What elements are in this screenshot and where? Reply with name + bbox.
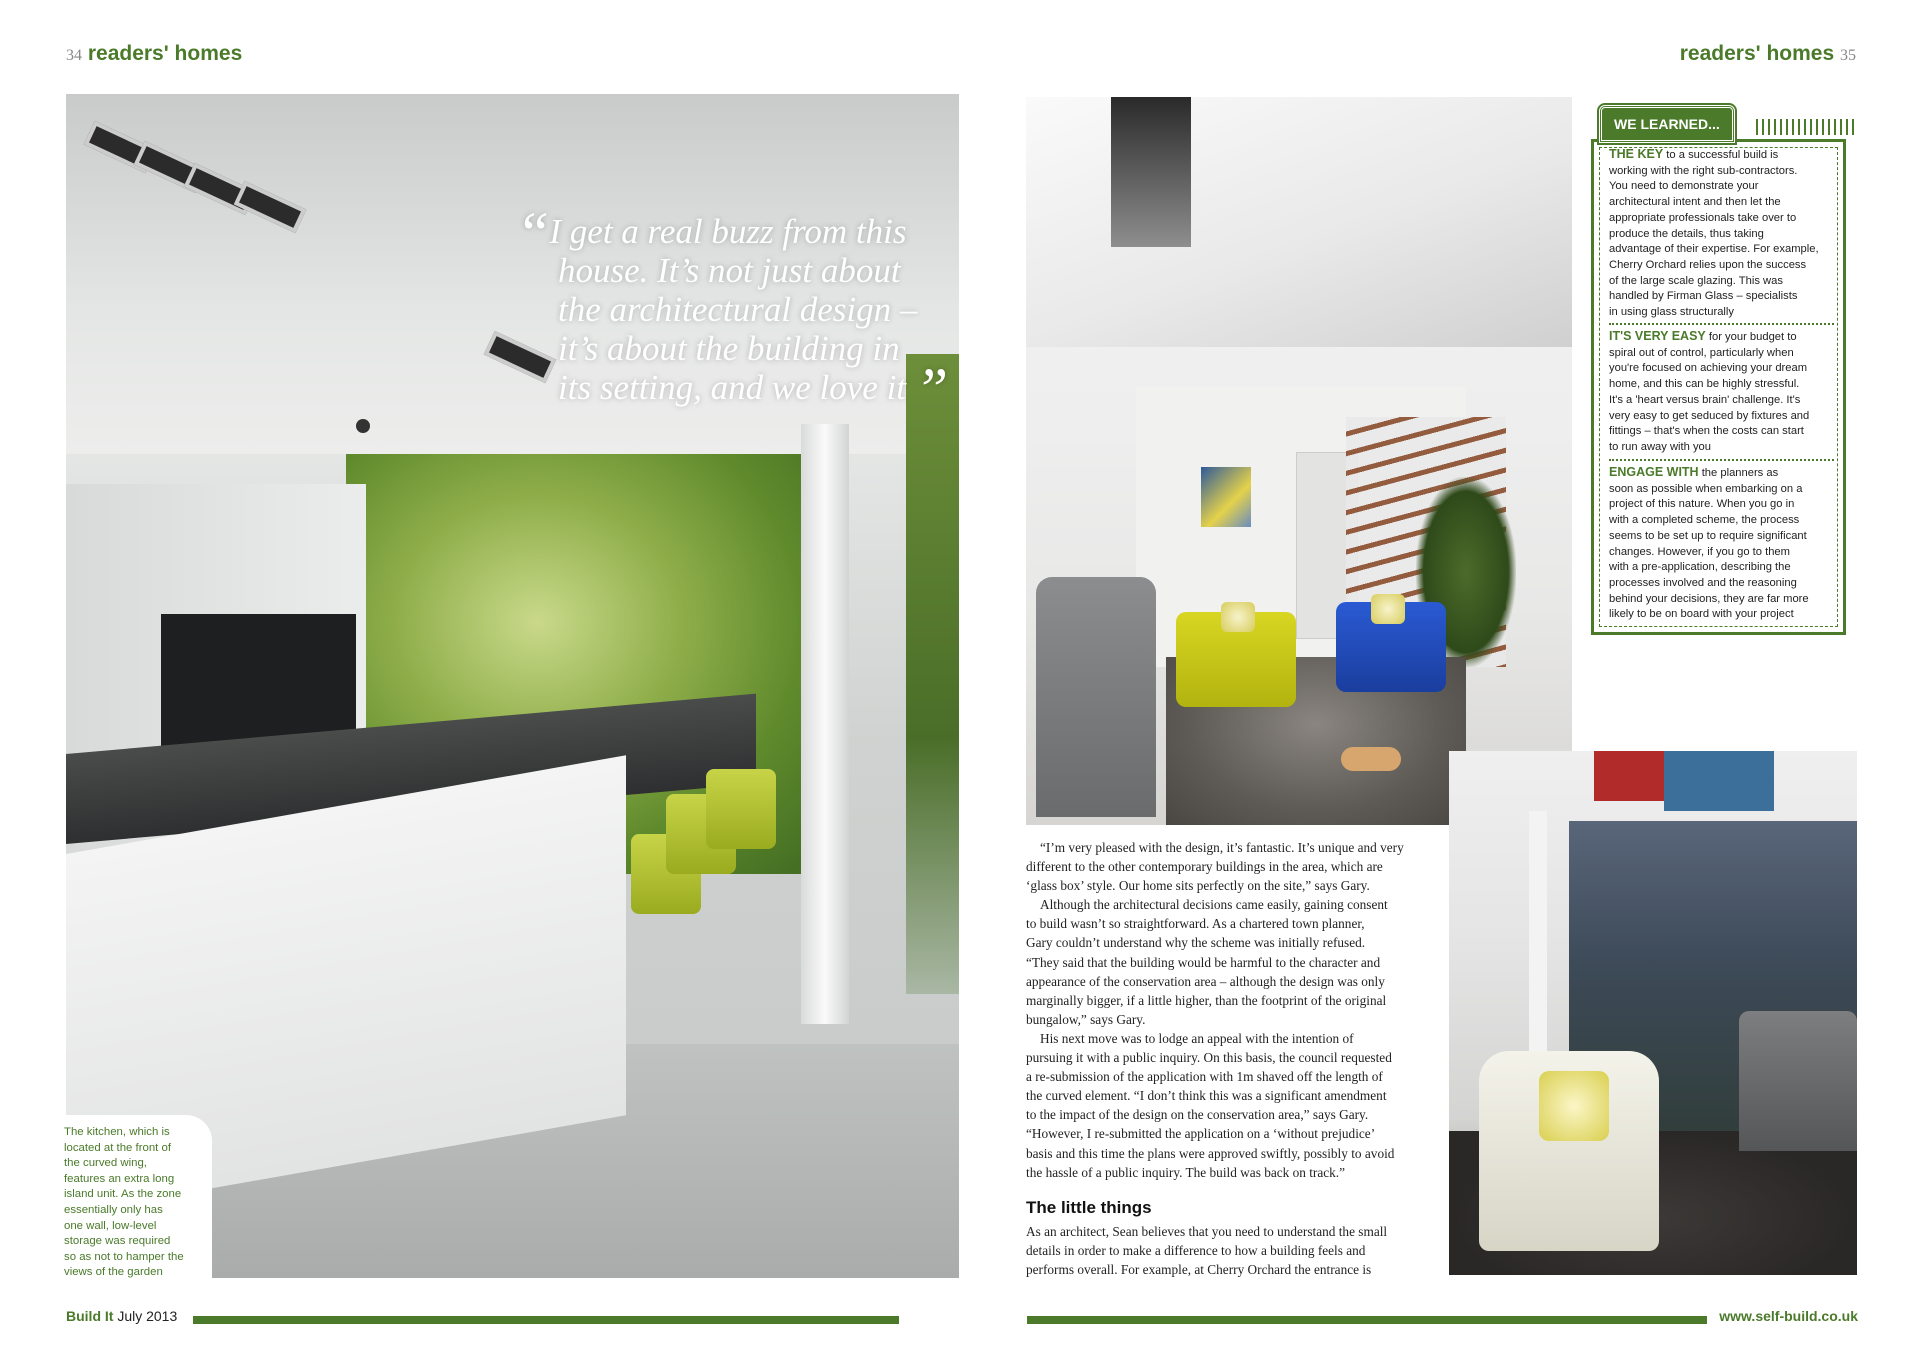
sidebar-line: working with the right sub-contractors. (1609, 164, 1798, 177)
sidebar-line: with a pre-application, describing the (1609, 561, 1791, 574)
sidebar-line: processes involved and the reasoning (1609, 576, 1797, 589)
sidebar-line: behind your decisions, they are far more (1609, 592, 1809, 605)
wall-artwork (1201, 467, 1251, 527)
green-bar-stool (706, 769, 776, 849)
cushion (1371, 594, 1405, 624)
sidebar-line: produce the details, thus taking (1609, 227, 1764, 240)
pull-quote (516, 200, 959, 422)
mezzanine-wall (1026, 97, 1572, 347)
dining-chairs (1739, 1011, 1857, 1151)
body-line: the curved element. “I don’t think this was a significant amendment (1026, 1088, 1387, 1104)
body-line: performs overall. For example, at Cherry Orchard the entrance is (1026, 1262, 1372, 1278)
lounge-photo (1449, 751, 1857, 1275)
subheading: The little things (1026, 1198, 1152, 1217)
sidebar-line: spiral out of control, particularly when (1609, 346, 1794, 359)
right-page-number: 35 (1840, 47, 1856, 64)
sidebar-line: architectural intent and then let the (1609, 196, 1781, 209)
sidebar-line: handled by Firman Glass – specialists (1609, 290, 1798, 303)
sidebar-lead: IT'S VERY EASY (1609, 329, 1706, 343)
sidebar-section-key (1609, 147, 1834, 321)
caption-line: essentially only has (64, 1203, 163, 1216)
sidebar-tick-marks (1756, 119, 1856, 135)
body-line: a re-submission of the application with 1m shaved off the length of (1026, 1069, 1383, 1085)
article-body (1026, 838, 1436, 1182)
sidebar-line: soon as possible when embarking on a (1609, 482, 1803, 495)
caption-line: so as not to hamper the (64, 1250, 184, 1263)
caption-line: features an extra long (64, 1172, 175, 1185)
body-line: “I’m very pleased with the design, it’s fantastic. It’s unique and very (1040, 840, 1404, 855)
caption-line: The kitchen, which is (64, 1126, 170, 1138)
right-page-header (1680, 42, 1856, 66)
body-line: Gary couldn’t understand why the scheme was initially refused. (1026, 935, 1366, 951)
we-learned-sidebar (1591, 97, 1858, 647)
blue-artwork (1664, 751, 1774, 811)
left-page-number: 34 (66, 47, 82, 64)
quote-line: the architectural design – (558, 290, 918, 329)
left-footer-rule (193, 1316, 899, 1324)
sidebar-line: appropriate professionals take over to (1609, 211, 1797, 224)
body-line: to build wasn’t so straightforward. As a chartered town planner, (1026, 916, 1365, 932)
yellow-cushion (1539, 1071, 1609, 1141)
body-line: basis and this time the plans were approved swiftly, possibly to avoid (1026, 1145, 1395, 1161)
website-url: www.self-build.co.uk (1719, 1308, 1858, 1324)
sidebar-divider (1609, 459, 1834, 461)
dining-chair (1036, 577, 1156, 817)
sidebar-section-engage (1609, 465, 1834, 623)
right-section-title: readers' homes (1679, 42, 1835, 65)
body-line: “They said that the building would be harmful to the character and (1026, 954, 1381, 970)
sidebar-line: project of this nature. When you go in (1609, 498, 1795, 511)
sidebar-line: Cherry Orchard relies upon the success (1609, 258, 1807, 271)
caption-line: island unit. As the zone (64, 1188, 182, 1201)
caption-line: located at the front of (64, 1141, 172, 1154)
sidebar-line: home, and this can be highly stressful. (1609, 378, 1800, 391)
issue-date: July 2013 (117, 1308, 178, 1324)
sidebar-line: advantage of their expertise. For example, (1609, 243, 1819, 256)
body-line: “However, I re-submitted the application on a ‘without prejudice’ (1026, 1126, 1376, 1142)
left-footer (66, 1308, 177, 1324)
left-page-header (66, 42, 242, 66)
sidebar-line: likely to be on board with your project (1609, 608, 1794, 621)
body-line: pursuing it with a public inquiry. On this basis, the council requested (1026, 1050, 1392, 1066)
body-line: details in order to make a difference to how a building feels and (1026, 1243, 1366, 1259)
right-footer-rule (1027, 1316, 1707, 1324)
sidebar-line: of the large scale glazing. This was (1609, 274, 1783, 287)
living-room-photo (1026, 97, 1572, 825)
sidebar-lead: THE KEY (1609, 147, 1664, 161)
sidebar-divider (1609, 323, 1834, 325)
sidebar-line: You need to demonstrate your (1609, 180, 1759, 193)
sidebar-line: to a successful build is (1663, 149, 1779, 161)
sidebar-heading: WE LEARNED... (1599, 105, 1735, 143)
quote-line: it’s about the building in (558, 329, 900, 368)
left-section-title: readers' homes (87, 42, 243, 65)
sidebar-line: seems to be set up to require significant (1609, 529, 1807, 542)
kitchen-photo (66, 94, 959, 1278)
body-line: to the impact of the design on the conservation area,” says Gary. (1026, 1107, 1369, 1123)
sidebar-line: to run away with you (1609, 440, 1711, 453)
sidebar-section-easy (1609, 329, 1834, 456)
garden-window-side (906, 354, 959, 994)
body-line: appearance of the conservation area – although the design was only (1026, 973, 1385, 989)
body-line: As an architect, Sean believes that you need to understand the small (1026, 1224, 1388, 1239)
article-body-continued (1026, 1222, 1436, 1279)
quote-line: its setting, and we love it (558, 368, 907, 407)
body-line: Although the architectural decisions came easily, gaining consent (1040, 897, 1388, 913)
sidebar-line: for your budget to (1705, 331, 1797, 343)
body-line: ‘glass box’ style. Our home sits perfectly on the site,” says Gary. (1026, 878, 1370, 894)
sidebar-line: very easy to get seduced by fixtures and (1609, 409, 1810, 422)
ceiling-downlight (356, 419, 370, 433)
cushion (1221, 602, 1255, 632)
body-line: the hassle of a public inquiry. The build was back on track.” (1026, 1164, 1346, 1180)
body-line: His next move was to lodge an appeal with the intention of (1040, 1030, 1354, 1046)
sidebar-line: the planners as (1698, 467, 1779, 479)
body-line: different to the other contemporary buildings in the area, which are (1026, 859, 1383, 875)
sidebar-lead: ENGAGE WITH (1609, 465, 1699, 479)
quote-close-mark: ” (914, 356, 949, 422)
sidebar-line: you're focused on achieving your dream (1609, 362, 1808, 375)
kitchen-caption (56, 1115, 212, 1287)
sidebar-line: with a completed scheme, the process (1609, 514, 1800, 527)
caption-line: the curved wing, (64, 1157, 147, 1170)
body-line: bungalow,” says Gary. (1026, 1011, 1146, 1027)
caption-line: views of the garden (64, 1266, 163, 1279)
sidebar-line: It's a 'heart versus brain' challenge. It's (1609, 393, 1801, 406)
sidebar-line: fittings – that's when the costs can start (1609, 425, 1804, 438)
quote-line: I get a real buzz from this (549, 212, 907, 251)
white-column (801, 424, 849, 1024)
caption-line: storage was required (64, 1235, 171, 1248)
sidebar-line: changes. However, if you go to them (1609, 545, 1790, 558)
body-line: marginally bigger, if a little higher, than the footprint of the original (1026, 992, 1387, 1008)
sleeping-cat (1341, 747, 1401, 771)
sidebar-line: in using glass structurally (1609, 306, 1734, 319)
magazine-name: Build It (66, 1308, 114, 1324)
quote-line: house. It’s not just about (558, 251, 901, 290)
red-artwork (1594, 751, 1664, 801)
caption-line: one wall, low-level (64, 1219, 157, 1232)
mezzanine-opening (1111, 97, 1191, 247)
quote-open-mark: “ (516, 200, 550, 266)
